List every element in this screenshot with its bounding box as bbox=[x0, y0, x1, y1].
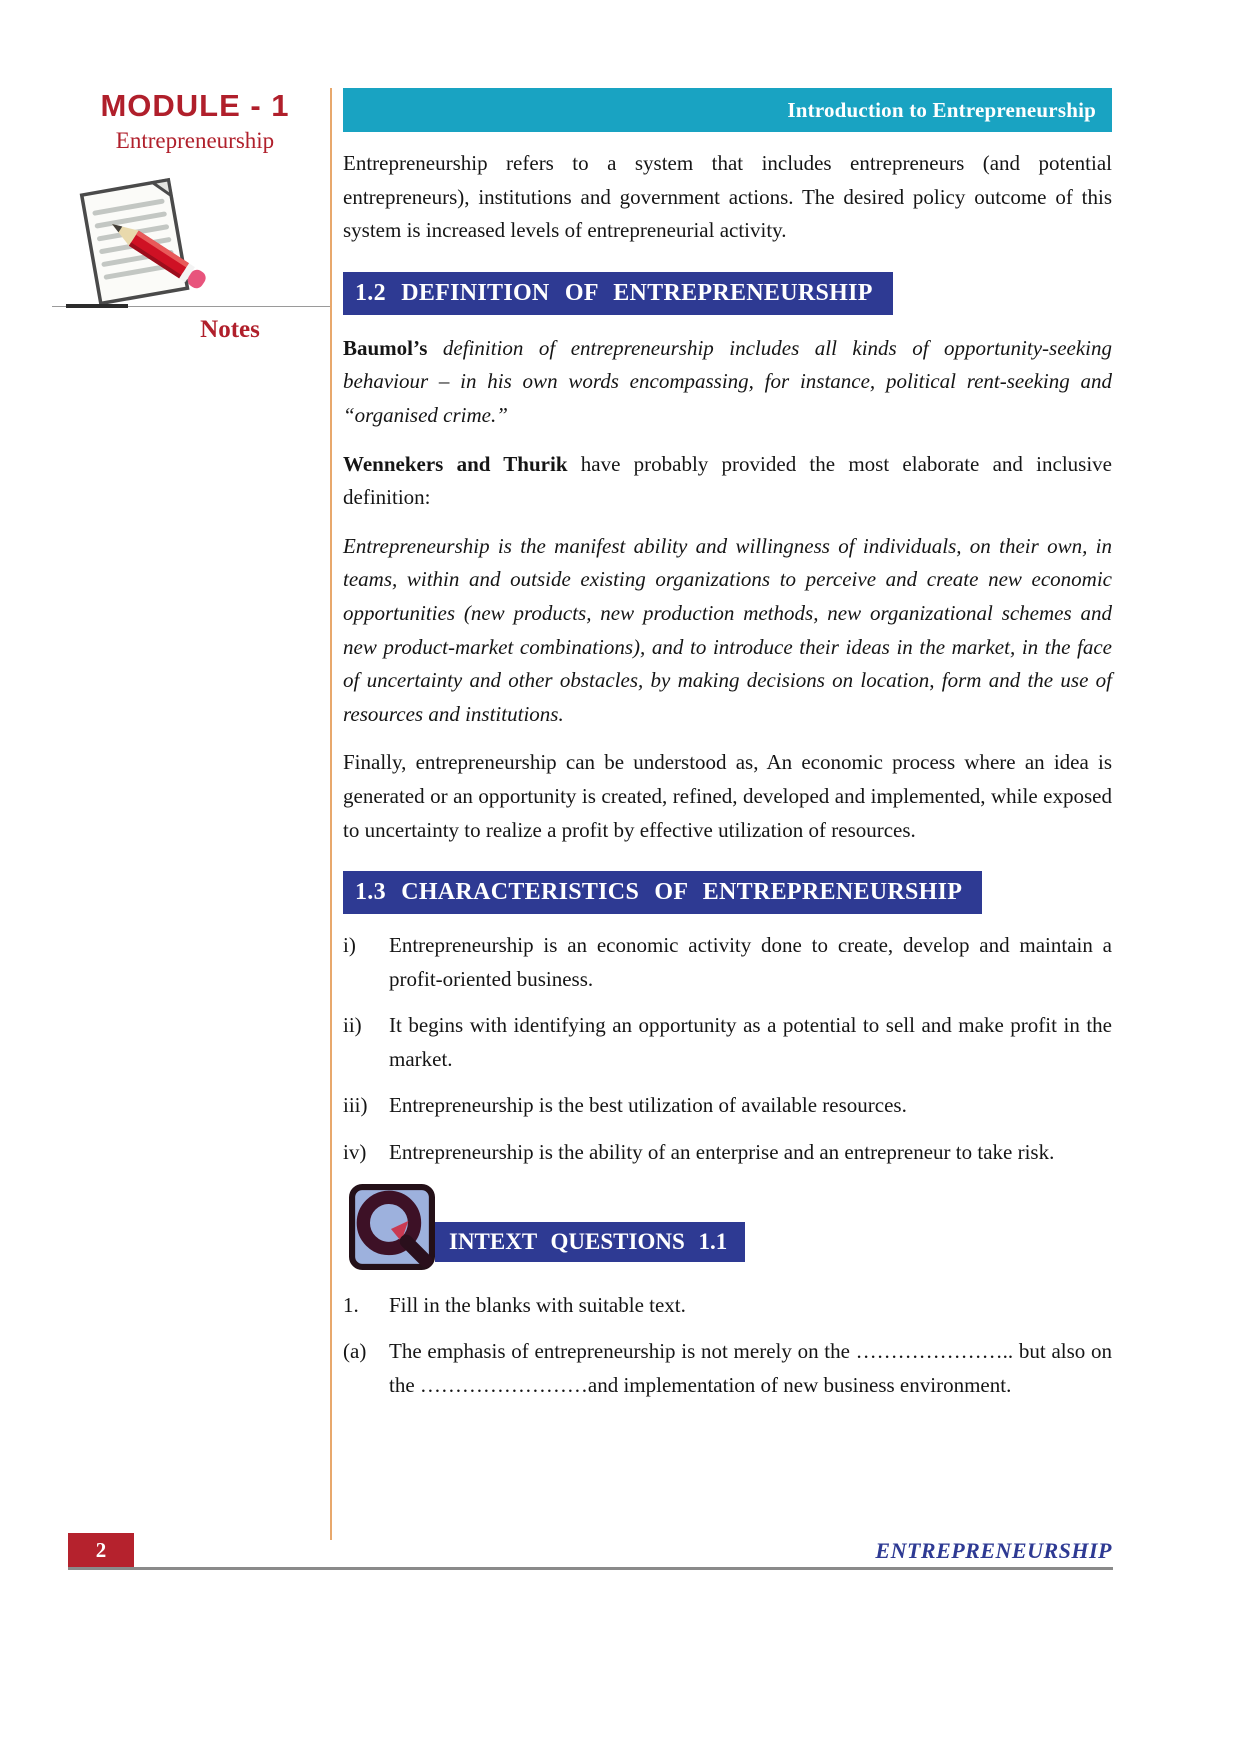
page-number-badge: 2 bbox=[68, 1533, 134, 1567]
list-item bbox=[343, 1009, 1112, 1076]
question-text: Fill in the blanks with suitable text. bbox=[389, 1292, 686, 1317]
list-item-marker: iii) bbox=[343, 1093, 368, 1118]
page-content bbox=[343, 88, 1112, 1402]
module-subject: Entrepreneurship bbox=[115, 128, 275, 153]
list-item bbox=[343, 929, 1112, 996]
list-item bbox=[343, 1136, 1112, 1170]
list-item-marker: ii) bbox=[343, 1013, 362, 1038]
baumol-paragraph bbox=[343, 332, 1112, 433]
baumol-text: definition of entrepreneurship includes all kinds of opportunity-seeking behaviour – in his own words encompassing, for instance, political rent-seeking and “organised crime.” bbox=[343, 335, 1112, 427]
footer-divider bbox=[68, 1567, 1113, 1570]
section-heading-1-3-label: 1.3 CHARACTERISTICS OF ENTREPRENEURSHIP bbox=[355, 879, 963, 906]
question-marker: 1. bbox=[343, 1292, 359, 1317]
intext-questions-bar bbox=[435, 1222, 745, 1262]
section-heading-1-2-label: 1.2 DEFINITION OF ENTREPRENEURSHIP bbox=[355, 279, 873, 306]
question-item bbox=[343, 1289, 1112, 1323]
quoted-definition-paragraph: Entrepreneurship is the manifest ability and willingness of individuals, on their own, in teams, within and outside existing organizations to perceive and create new economic opportunities (new products, new production methods, new organizational schemes and new product-market combinations), and to introduce their ideas in the market, in the face of uncertainty and other obstacles, by making decisions on location, form and the use of resources and institutions. bbox=[343, 533, 1112, 726]
list-item bbox=[343, 1089, 1112, 1123]
wennekers-text: have probably provided the most elaborate and inclusive definition: bbox=[343, 451, 1112, 510]
question-text: The emphasis of entrepreneurship is not merely on the ………………….. but also on the ……………………and implementation of new business environment. bbox=[389, 1339, 1112, 1397]
notes-label: Notes bbox=[200, 316, 260, 343]
question-compass-icon bbox=[349, 1184, 435, 1270]
list-item-text: Entrepreneurship is the best utilization of available resources. bbox=[389, 1093, 907, 1118]
section-heading-1-3 bbox=[343, 871, 982, 914]
intro-paragraph: Entrepreneurship refers to a system that includes entrepreneurs (and potential entrepreneurs), institutions and government actions. The desired policy outcome of this system is increased levels of entrepreneurial activity. bbox=[343, 151, 1112, 243]
list-item-marker: i) bbox=[343, 933, 356, 958]
intext-questions-title: INTEXT QUESTIONS 1.1 bbox=[449, 1228, 728, 1254]
wennekers-paragraph bbox=[343, 448, 1112, 515]
wennekers-lead: Wennekers and Thurik bbox=[343, 451, 568, 476]
module-sidebar bbox=[60, 88, 330, 343]
list-item-text: Entrepreneurship is the ability of an enterprise and an entrepreneur to take risk. bbox=[389, 1140, 1055, 1165]
column-divider bbox=[330, 88, 332, 1540]
sidebar-divider bbox=[52, 306, 330, 307]
chapter-banner-title: Introduction to Entrepreneurship bbox=[787, 98, 1096, 122]
section-heading-1-2 bbox=[343, 272, 893, 315]
question-marker: (a) bbox=[343, 1339, 367, 1364]
chapter-banner bbox=[343, 88, 1112, 132]
intext-questions-header bbox=[343, 1184, 1112, 1276]
baumol-lead: Baumol’s bbox=[343, 335, 428, 360]
list-item-text: It begins with identifying an opportunity as a potential to sell and make profit in the market. bbox=[389, 1013, 1112, 1071]
list-item-text: Entrepreneurship is an economic activity done to create, develop and maintain a profit-oriented business. bbox=[389, 933, 1112, 991]
module-title: MODULE - 1 bbox=[100, 88, 290, 123]
footer-book-title: ENTREPRENEURSHIP bbox=[875, 1538, 1112, 1563]
summary-paragraph: Finally, entrepreneurship can be understood as, An economic process where an idea is generated or an opportunity is created, refined, developed and implemented, while exposed to uncertainty to realize a profit by effective utilization of resources. bbox=[343, 750, 1112, 842]
characteristics-list bbox=[343, 929, 1112, 1170]
notepad-pencil-icon bbox=[60, 160, 220, 315]
list-item-marker: iv) bbox=[343, 1140, 367, 1165]
question-item bbox=[343, 1335, 1112, 1402]
